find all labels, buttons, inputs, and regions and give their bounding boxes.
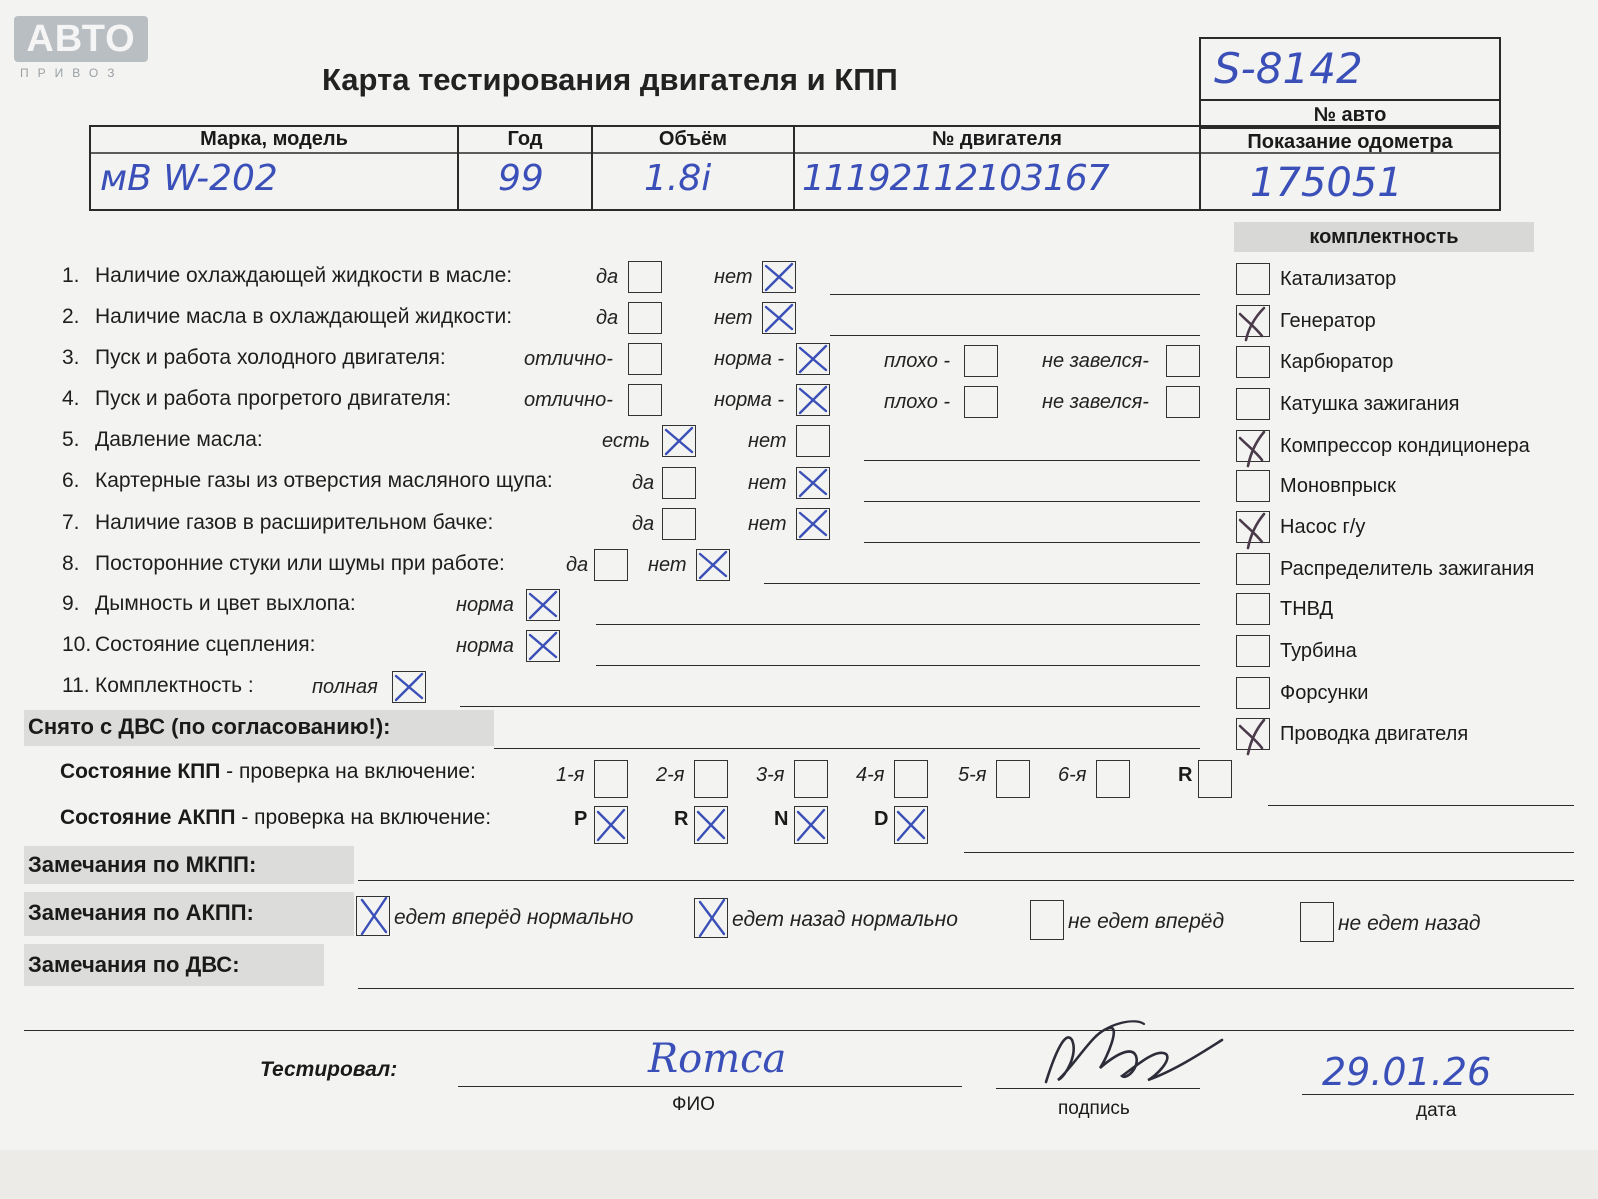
- kpp-gear-5-label: 5-я: [958, 764, 987, 786]
- q11-text: Комплектность :: [95, 674, 254, 697]
- col-volume-label: Объём: [658, 128, 728, 150]
- tested-by-label: Тестировал:: [260, 1058, 398, 1081]
- q1-option-yes: да: [596, 266, 619, 288]
- date-caption: дата: [1416, 1100, 1457, 1121]
- q8-text: Посторонние стуки или шумы при работе:: [95, 552, 505, 575]
- make-model-value: мВ W-202: [100, 158, 278, 199]
- q5-number: 5.: [62, 428, 80, 451]
- kpp-gear-2-label: 2-я: [656, 764, 685, 786]
- col-engine-number-label: № двигателя: [932, 128, 1062, 150]
- akpp-label-bold: Состояние АКПП: [60, 806, 236, 829]
- q8-option-yes: да: [566, 554, 589, 576]
- mark-akpp-d: [898, 810, 924, 840]
- page-title: Карта тестирования двигателя и КПП: [322, 62, 898, 97]
- mark-comp-ac-compressor: [1240, 432, 1264, 466]
- col-make-model-label: Марка, модель: [200, 128, 348, 150]
- mark-akpp-forward-ok: [362, 898, 386, 934]
- akpp-mode-n-label: N: [774, 808, 789, 830]
- q4-option-no-start: не завелся-: [1042, 391, 1149, 413]
- mark-akpp-reverse-ok: [700, 900, 724, 936]
- kpp-gear-6-label: 6-я: [1058, 764, 1087, 786]
- akpp-no-reverse-label: не едет назад: [1338, 912, 1481, 935]
- comp-engine-wiring-label: Проводка двигателя: [1280, 723, 1469, 745]
- q10-text: Состояние сцепления:: [95, 633, 316, 656]
- mark-comp-engine-wiring: [1240, 720, 1264, 754]
- comp-ignition-coil-label: Катушка зажигания: [1280, 393, 1460, 415]
- logo-subtitle: ПРИВОЗ: [20, 66, 124, 80]
- q3-text: Пуск и работа холодного двигателя:: [95, 346, 446, 369]
- mark-q6-no: [800, 470, 826, 496]
- comp-ps-pump-label: Насос г/у: [1280, 516, 1366, 538]
- q7-number: 7.: [62, 511, 80, 534]
- mark-q7-no: [800, 511, 826, 537]
- q2-text: Наличие масла в охлаждающей жидкости:: [95, 305, 513, 328]
- kpp-gear-r-label: R: [1178, 764, 1193, 786]
- mark-akpp-p: [598, 810, 624, 840]
- comp-catalyst-label: Катализатор: [1280, 268, 1397, 290]
- tester-name-value: Romсa: [648, 1036, 787, 1082]
- mark-q3-normal: [800, 346, 826, 372]
- kpp-label-bold: Состояние КПП: [60, 760, 221, 783]
- kpp-gear-1-label: 1-я: [556, 764, 585, 786]
- comp-distributor-label: Распределитель зажигания: [1280, 558, 1535, 580]
- col-year-label: Год: [507, 128, 543, 150]
- q5-option-yes: есть: [602, 430, 651, 452]
- q4-option-excellent: отлично-: [524, 389, 613, 411]
- name-caption: ФИО: [672, 1094, 715, 1115]
- q7-option-yes: да: [632, 513, 655, 535]
- comp-injectors-label: Форсунки: [1280, 682, 1369, 704]
- volume-value: 1.8i: [644, 158, 712, 199]
- q1-text: Наличие охлаждающей жидкости в масле:: [95, 264, 513, 287]
- q1-option-no: нет: [714, 266, 753, 288]
- akpp-reverse-ok-label: едет назад нормально: [732, 908, 958, 931]
- q4-text: Пуск и работа прогретого двигателя:: [95, 387, 452, 410]
- car-number-label: № авто: [1313, 104, 1387, 126]
- akpp-mode-d-label: D: [874, 808, 889, 830]
- year-value: 99: [498, 158, 544, 199]
- comp-turbine-label: Турбина: [1280, 640, 1357, 662]
- q3-option-excellent: отлично-: [524, 348, 613, 370]
- akpp-mode-p-label: P: [574, 808, 588, 830]
- q5-text: Давление масла:: [95, 428, 263, 451]
- kpp-label-rest: - проверка на включение:: [220, 760, 476, 783]
- mark-comp-ps-pump: [1240, 514, 1264, 548]
- q11-number: 11.: [62, 674, 90, 697]
- engine-number-value: 11192112103167: [802, 158, 1109, 199]
- comp-mono-injection-label: Моновпрыск: [1280, 475, 1396, 497]
- mkpp-remarks-label: Замечания по МКПП:: [28, 852, 257, 877]
- mark-q11-full: [396, 674, 422, 700]
- q3-option-normal: норма -: [714, 348, 785, 370]
- completeness-title: комплектность: [1309, 226, 1459, 248]
- q9-option-normal: норма: [456, 594, 514, 616]
- mark-comp-generator: [1240, 308, 1264, 340]
- akpp-no-forward-label: не едет вперёд: [1068, 910, 1225, 933]
- comp-carburetor-label: Карбюратор: [1280, 351, 1394, 373]
- q6-text: Картерные газы из отверстия масляного щупа:: [95, 469, 553, 492]
- q10-number: 10.: [62, 633, 92, 656]
- q4-number: 4.: [62, 387, 80, 410]
- q7-option-no: нет: [748, 513, 787, 535]
- q3-option-bad: плохо -: [884, 350, 951, 372]
- q6-option-yes: да: [632, 472, 655, 494]
- signature-caption: подпись: [1058, 1098, 1130, 1119]
- comp-generator-label: Генератор: [1280, 310, 1376, 332]
- mark-akpp-n: [798, 810, 824, 840]
- date-value: 29.01.26: [1322, 1050, 1492, 1094]
- akpp-remarks-label: Замечания по АКПП:: [28, 900, 254, 925]
- mark-q2-no: [766, 305, 792, 331]
- q8-number: 8.: [62, 552, 80, 575]
- logo-text: АВТО: [26, 18, 136, 60]
- q5-option-no: нет: [748, 430, 787, 452]
- kpp-gear-4-label: 4-я: [856, 764, 885, 786]
- car-number-value: S-8142: [1214, 44, 1363, 93]
- q3-number: 3.: [62, 346, 80, 369]
- mark-q9-normal: [530, 592, 556, 618]
- dvs-remarks-label: Замечания по ДВС:: [28, 952, 240, 977]
- q3-option-no-start: не завелся-: [1042, 350, 1149, 372]
- q7-text: Наличие газов в расширительном бачке:: [95, 511, 494, 534]
- comp-injection-pump-label: ТНВД: [1280, 598, 1334, 620]
- mark-q5-yes: [666, 428, 692, 454]
- q9-number: 9.: [62, 592, 80, 615]
- q1-number: 1.: [62, 264, 80, 287]
- odometer-value: 175051: [1250, 160, 1403, 206]
- q4-option-bad: плохо -: [884, 391, 951, 413]
- akpp-mode-r-label: R: [674, 808, 689, 830]
- mark-akpp-r: [698, 810, 724, 840]
- q4-option-normal: норма -: [714, 389, 785, 411]
- q8-option-no: нет: [648, 554, 687, 576]
- kpp-gear-3-label: 3-я: [756, 764, 785, 786]
- q2-option-no: нет: [714, 307, 753, 329]
- q11-option-full: полная: [312, 676, 378, 698]
- q6-number: 6.: [62, 469, 80, 492]
- mark-q10-normal: [530, 633, 556, 659]
- q10-option-normal: норма: [456, 635, 514, 657]
- removed-label: Снято с ДВС (по согласованию!):: [28, 714, 391, 739]
- q2-option-yes: да: [596, 307, 619, 329]
- odometer-label: Показание одометра: [1247, 131, 1453, 153]
- mark-q1-no: [766, 264, 792, 290]
- q9-text: Дымность и цвет выхлопа:: [95, 592, 356, 615]
- q2-number: 2.: [62, 305, 80, 328]
- mark-q4-normal: [800, 387, 826, 413]
- akpp-label-rest: - проверка на включение:: [235, 806, 492, 829]
- mark-q8-no: [700, 552, 726, 578]
- q6-option-no: нет: [748, 472, 787, 494]
- comp-ac-compressor-label: Компрессор кондиционера: [1280, 435, 1530, 457]
- akpp-forward-ok-label: едет вперёд нормально: [394, 906, 634, 929]
